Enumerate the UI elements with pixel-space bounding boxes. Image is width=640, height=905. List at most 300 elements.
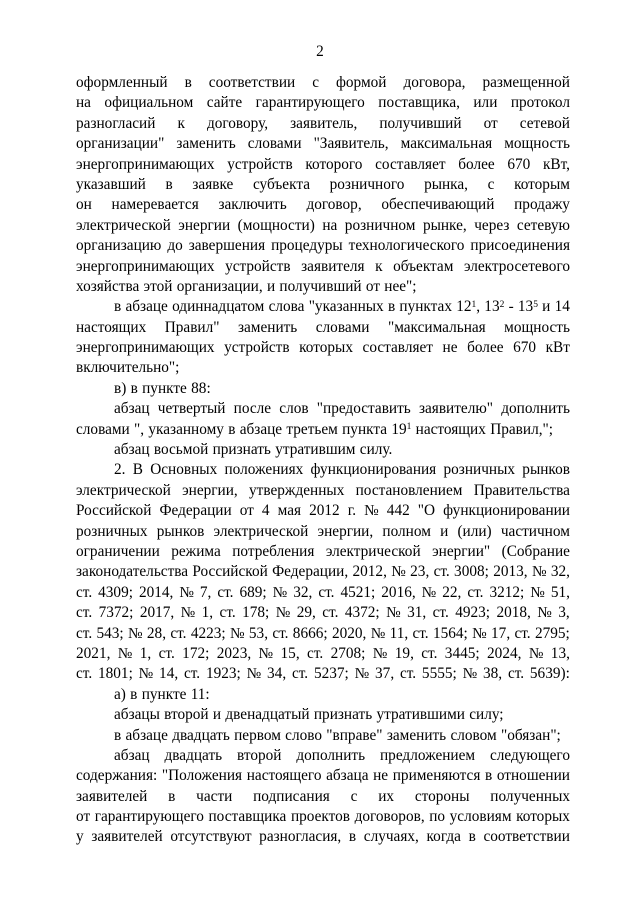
word: дополнить: [501, 400, 570, 418]
word: настоящих: [76, 318, 147, 336]
word: от: [483, 114, 498, 132]
word: предложением: [379, 746, 476, 764]
text-line: [76, 562, 570, 582]
word: настоящего: [246, 767, 322, 785]
word: в: [184, 74, 192, 91]
word: мощность: [504, 135, 570, 153]
word: пункте: [142, 379, 187, 397]
word: №: [354, 665, 370, 683]
word: заявителей: [76, 787, 148, 805]
word: слово: [285, 726, 322, 744]
word: присоединения: [470, 237, 570, 255]
word: к: [177, 114, 185, 132]
word: организации,: [176, 277, 263, 295]
word: разногласия,: [259, 828, 342, 846]
word: 2021,: [76, 644, 111, 662]
word: №: [370, 624, 386, 642]
word: от: [239, 502, 254, 520]
word: 4309;: [98, 583, 133, 601]
word: сайте: [206, 94, 243, 112]
word: соответствии: [208, 74, 296, 91]
word: 4923;: [455, 604, 491, 622]
word: второй: [237, 746, 282, 764]
word: ст.: [421, 644, 438, 662]
text-line: [76, 603, 570, 623]
word: энергии,: [317, 522, 374, 540]
word: функционирования: [310, 461, 437, 479]
word: Основных: [150, 461, 218, 479]
word: субъекта: [252, 175, 310, 193]
word: утратившими: [376, 706, 465, 724]
word: №: [391, 563, 406, 581]
word: официальном: [104, 94, 194, 112]
word: ограничении: [76, 542, 160, 560]
word: функционировании: [443, 502, 570, 520]
word: энергопринимающих: [76, 339, 215, 357]
word: технологического: [348, 237, 465, 255]
word: 1,: [201, 604, 214, 622]
word: абзацы: [114, 706, 160, 724]
word: устройств: [224, 339, 290, 357]
word: в: [348, 828, 357, 846]
word: с: [350, 787, 358, 805]
word: 543;: [96, 624, 124, 642]
word: 2013,: [493, 563, 528, 581]
word: 670: [513, 339, 537, 357]
word: заключить: [218, 196, 287, 214]
word: ст.: [399, 665, 417, 683]
word: и: [440, 522, 449, 540]
word: 2024,: [487, 644, 522, 662]
text-line: [76, 705, 570, 725]
word: в: [168, 787, 176, 805]
word: №: [180, 604, 196, 622]
word: включительно";: [76, 359, 180, 377]
word: 14,: [159, 665, 179, 683]
word: $13^2$: [484, 298, 505, 316]
word: четвертый: [157, 400, 226, 418]
word: 172;: [182, 644, 210, 662]
word: ст.: [412, 624, 429, 642]
word: в: [130, 685, 138, 703]
text-line: [76, 460, 570, 480]
word: не: [373, 767, 389, 785]
word: сетевой: [519, 114, 570, 132]
word: 5555;: [421, 665, 457, 683]
word: объектам: [393, 257, 454, 275]
word: электрической: [325, 542, 421, 560]
text-line: [76, 624, 570, 644]
text-line: [76, 664, 570, 684]
word: 38,: [483, 665, 503, 683]
word: "предоставить: [316, 400, 411, 418]
word: электрической: [76, 481, 171, 499]
word: 7,: [199, 583, 212, 601]
word: более: [467, 339, 504, 357]
word: или: [473, 94, 498, 112]
word: №: [537, 604, 552, 622]
word: 2017,: [139, 604, 175, 622]
text-line: [76, 766, 570, 786]
text-line: [76, 685, 570, 705]
word: рынка,: [424, 175, 468, 193]
word: процедуры: [271, 237, 343, 255]
word: утратившим: [275, 441, 356, 459]
word: рынке,: [422, 216, 467, 234]
word: 2016,: [381, 583, 416, 601]
word: 1801;: [97, 665, 133, 683]
word: кВт,: [542, 155, 570, 173]
word: 37,: [375, 665, 395, 683]
word: частичном: [500, 522, 570, 540]
text-line: [76, 195, 570, 215]
word: двенадцатый: [225, 706, 310, 724]
word: энергии,: [182, 481, 238, 499]
word: по: [429, 808, 446, 826]
word: абзаца: [326, 767, 369, 785]
word: полученных: [490, 787, 570, 805]
text-line: [76, 522, 570, 542]
word: в: [114, 298, 122, 316]
word: Российской: [192, 563, 268, 581]
word: соответствии: [483, 828, 570, 846]
word: "максимальная: [387, 318, 486, 336]
word: двадцать: [164, 746, 223, 764]
word: которых: [299, 339, 353, 357]
word: $19^1$: [391, 420, 412, 438]
word: 4372;: [344, 604, 380, 622]
word: двадцать: [172, 726, 230, 744]
word: (Собрание: [501, 542, 570, 560]
word: части: [196, 787, 233, 805]
word: организацию: [76, 237, 162, 255]
text-line: [76, 420, 570, 440]
word: разногласий: [76, 114, 156, 132]
word: заменить: [176, 135, 236, 153]
word: розничных: [76, 522, 148, 540]
superscript: 1: [406, 422, 412, 433]
word: 5639):: [529, 665, 570, 683]
word: 5237;: [313, 665, 349, 683]
word: признать: [313, 706, 373, 724]
text-line: [76, 358, 570, 378]
word: розничного: [329, 175, 405, 193]
word: №: [421, 583, 437, 601]
word: стороны: [414, 787, 470, 805]
word: ",: [134, 420, 145, 438]
word: и: [542, 298, 551, 316]
word: Правил,";: [490, 420, 554, 438]
word: абзаце: [239, 420, 283, 438]
word: ст.: [307, 644, 324, 662]
word: следующего: [489, 746, 570, 764]
word: ст.: [467, 583, 484, 601]
word: с: [312, 74, 319, 91]
word: третьем: [286, 420, 338, 438]
word: полном: [382, 522, 431, 540]
word: одиннадцатом: [172, 298, 265, 316]
word: этой: [143, 277, 173, 295]
text-line: [76, 257, 570, 277]
word: 11:: [190, 685, 210, 703]
superscript: 5: [533, 300, 538, 311]
word: положениях: [224, 461, 304, 479]
word: заменить: [237, 318, 298, 336]
word: а): [114, 685, 126, 703]
word: применяются: [392, 767, 481, 785]
word: пунктах: [399, 298, 452, 316]
word: договоров,: [354, 808, 425, 826]
word: в: [228, 420, 236, 438]
word: максимальная: [400, 135, 493, 153]
word: до: [167, 237, 183, 255]
word: дополнить: [296, 746, 366, 764]
superscript: 2: [499, 300, 505, 311]
word: энергопринимающих: [76, 155, 215, 173]
word: 32,: [550, 563, 570, 581]
word: Российской: [76, 502, 152, 520]
word: №: [275, 604, 291, 622]
word: силу.: [359, 441, 393, 459]
text-line: [76, 583, 570, 603]
word: №: [229, 624, 245, 642]
text-line: [76, 277, 570, 297]
word: 23,: [410, 563, 430, 581]
word: "обязан";: [500, 726, 561, 744]
word: ст.: [514, 624, 531, 642]
word: №: [530, 583, 545, 601]
word: 13,: [550, 644, 570, 662]
word: №: [531, 563, 547, 581]
word: гарантирующего: [255, 94, 365, 112]
word: отсутствуют: [170, 828, 252, 846]
text-line: [76, 827, 570, 847]
word: пункте: [141, 685, 187, 703]
word: 51,: [550, 583, 570, 601]
word: в: [165, 175, 173, 193]
word: продажу: [514, 196, 570, 214]
word: нее";: [384, 277, 417, 295]
word: заявителю": [418, 400, 494, 418]
word: ст.: [76, 604, 93, 622]
word: 2708;: [330, 644, 366, 662]
word: восьмой: [153, 441, 209, 459]
word: -: [508, 298, 514, 316]
word: электросетевого: [463, 257, 570, 275]
word: условиям: [449, 808, 512, 826]
word: 689;: [239, 583, 267, 601]
word: 31,: [407, 604, 427, 622]
text-line: [76, 134, 570, 154]
word: 2012,: [352, 563, 387, 581]
word: получивший: [379, 114, 462, 132]
word: оформленный: [76, 74, 168, 91]
word: №: [528, 644, 544, 662]
word: указанному: [148, 420, 224, 438]
word: заявитель,: [290, 114, 358, 132]
text-line: [76, 807, 570, 827]
word: 29,: [296, 604, 316, 622]
word: 3212;: [489, 583, 525, 601]
word: указавший: [76, 175, 146, 193]
word: и: [212, 706, 222, 724]
word: договора,: [403, 74, 466, 91]
word: 34,: [267, 665, 287, 683]
word: получивший: [279, 277, 362, 295]
word: абзац: [114, 441, 150, 459]
word: заявке: [192, 175, 234, 193]
word: №: [462, 665, 478, 683]
word: обеспечивающий: [381, 196, 495, 214]
word: составляет: [375, 155, 446, 173]
word: "вправе": [326, 726, 383, 744]
word: когда: [426, 828, 461, 846]
word: абзаце: [125, 726, 168, 744]
word: составляет: [362, 339, 433, 357]
word: поставщика,: [378, 94, 460, 112]
text-line: [76, 175, 570, 195]
word: "О: [417, 502, 436, 520]
word: 88:: [191, 379, 211, 397]
word: протокол: [510, 94, 570, 112]
text-line: [76, 318, 570, 338]
word: после: [233, 400, 272, 418]
word: которым: [514, 175, 570, 193]
word: Федерации,: [272, 563, 349, 581]
word: ст.: [322, 604, 339, 622]
word: законодательства: [76, 563, 189, 581]
word: $13^5$: [517, 298, 538, 316]
word: слов: [279, 400, 309, 418]
word: №: [138, 665, 154, 683]
text-line: [76, 379, 570, 399]
word: от: [365, 277, 381, 295]
word: сетевую: [516, 216, 570, 234]
word: случаях,: [363, 828, 419, 846]
word: ст.: [158, 644, 175, 662]
text-line: [76, 155, 570, 175]
word: устройств: [227, 155, 293, 173]
word: их: [378, 787, 395, 805]
word: 28,: [146, 624, 167, 642]
word: ст.: [219, 604, 236, 622]
word: 2018,: [496, 604, 531, 622]
word: в): [114, 379, 127, 397]
text-line: [76, 746, 570, 766]
word: он: [76, 196, 92, 214]
text-line: [76, 481, 570, 501]
text-line: [76, 93, 570, 113]
word: 2023,: [216, 644, 252, 662]
word: 22,: [442, 583, 462, 601]
word: 14: [554, 298, 570, 316]
word: которых: [516, 808, 570, 826]
word: 17,: [491, 624, 511, 642]
word: размещенной: [482, 74, 570, 91]
word: режима: [171, 542, 221, 560]
word: содержания:: [76, 767, 158, 785]
word: словами: [76, 420, 130, 438]
word: электрической: [76, 216, 171, 234]
word: 670: [507, 155, 531, 173]
word: ст.: [432, 604, 449, 622]
word: ст.: [76, 624, 93, 642]
word: словом: [450, 726, 497, 744]
word: к: [375, 257, 383, 275]
word: 53,: [248, 624, 269, 642]
word: 19,: [394, 644, 414, 662]
word: ст.: [272, 624, 289, 642]
word: рынков: [522, 461, 570, 479]
word: мощность: [504, 318, 570, 336]
word: второй: [164, 706, 209, 724]
word: №: [472, 624, 487, 642]
word: хозяйства: [76, 277, 140, 295]
word: №: [364, 502, 379, 520]
text-line: [76, 726, 570, 746]
word: 4: [261, 502, 270, 520]
word: Правил": [164, 318, 220, 336]
word: силу;: [469, 706, 504, 724]
word: №: [372, 644, 388, 662]
word: №: [179, 583, 194, 601]
word: №: [117, 644, 133, 662]
word: которого: [305, 155, 363, 173]
word: 442: [386, 502, 410, 520]
word: в: [468, 828, 476, 846]
word: "Заявитель,: [313, 135, 389, 153]
word: (или): [457, 522, 492, 540]
word: 2.: [114, 461, 126, 479]
word: 1923;: [205, 665, 241, 683]
word: 11,: [389, 624, 409, 642]
word: на: [76, 94, 91, 112]
word: с: [487, 175, 495, 193]
word: 3445;: [444, 644, 480, 662]
text-line: [76, 440, 570, 460]
word: у: [76, 828, 84, 846]
word: утвержденных: [249, 481, 345, 499]
word: настоящих: [415, 420, 486, 438]
word: мая: [277, 502, 302, 520]
word: заменить: [386, 726, 447, 744]
word: не: [442, 339, 458, 357]
word: постановлением: [355, 481, 463, 499]
text-line: [76, 542, 570, 562]
superscript: 1: [471, 300, 477, 311]
word: 4521;: [340, 583, 376, 601]
word: организации": [76, 135, 165, 153]
word: розничном: [344, 216, 416, 234]
word: отношении: [496, 767, 570, 785]
text-line: [76, 644, 570, 664]
word: 15,: [280, 644, 300, 662]
word: ст.: [291, 665, 309, 683]
word: через: [474, 216, 510, 234]
word: признать: [212, 441, 271, 459]
word: пункта: [342, 420, 388, 438]
word: 2020,: [331, 624, 367, 642]
word: электрической: [213, 522, 309, 540]
word: №: [386, 604, 401, 622]
word: 3008;: [454, 563, 489, 581]
word: проектов: [290, 808, 350, 826]
word: ст.: [507, 665, 525, 683]
word: 1564;: [432, 624, 468, 642]
word: №: [127, 624, 143, 642]
word: в: [114, 726, 122, 744]
word: рынков: [156, 522, 205, 540]
